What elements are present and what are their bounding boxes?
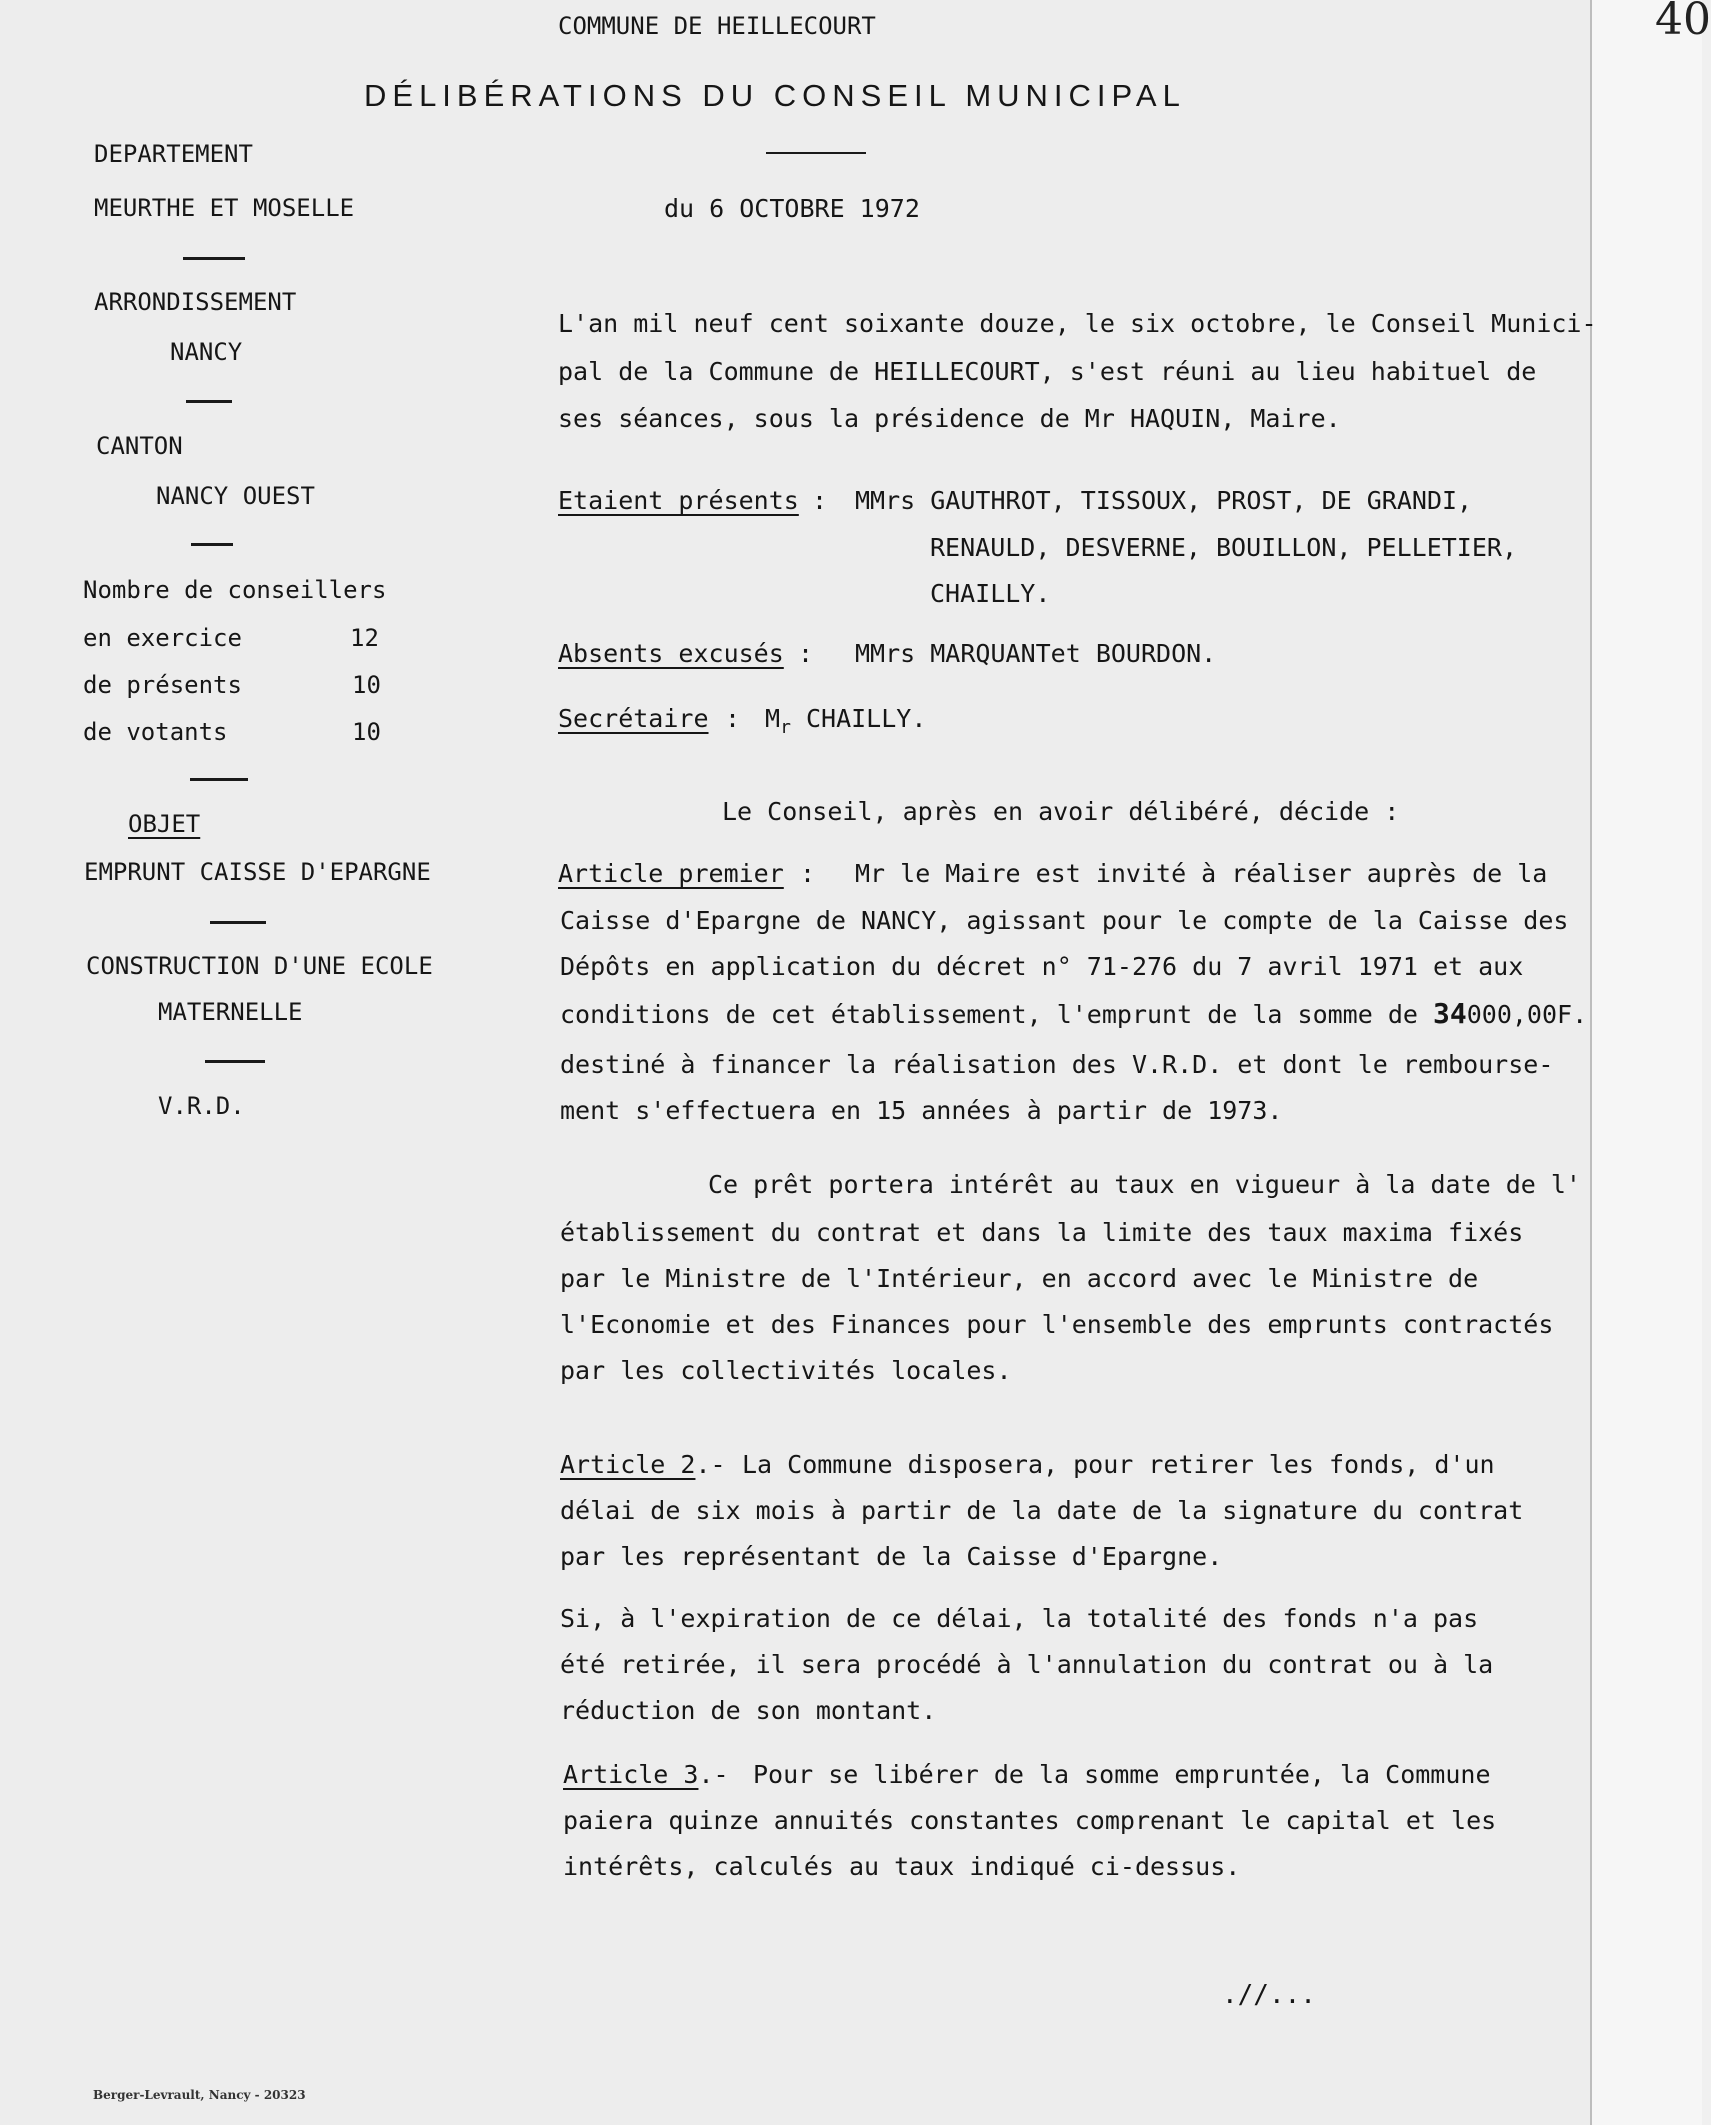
objet-line-3: MATERNELLE (158, 998, 303, 1026)
sidebar-divider (190, 778, 248, 781)
commune-heading: COMMUNE DE HEILLECOURT (558, 12, 876, 40)
sidebar-divider (183, 257, 245, 260)
article1-line-1: Mr le Maire est invité à réaliser auprès de la (855, 859, 1548, 888)
sidebar-divider (186, 400, 232, 403)
absents-value: MMrs MARQUANTet BOURDON. (855, 639, 1217, 668)
article1-para2-line-5: par les collectivités locales. (560, 1356, 1012, 1385)
presents-label: de présents (83, 671, 242, 699)
arrondissement-label: ARRONDISSEMENT (94, 288, 297, 316)
intro-line-1: L'an mil neuf cent soixante douze, le six octobre, le Conseil Munici- (558, 309, 1597, 338)
article3-heading: Article 3.- (563, 1760, 729, 1789)
conseillers-label: Nombre de conseillers (83, 576, 387, 604)
article1-line-2: Caisse d'Epargne de NANCY, agissant pour le compte de la Caisse des (560, 906, 1569, 935)
absents-label: Absents excusés (558, 639, 784, 668)
objet-line-4: V.R.D. (158, 1092, 245, 1120)
handwritten-amount: 34 (1433, 997, 1467, 1030)
page-number: 40 (1655, 0, 1711, 45)
objet-label: OBJET (128, 810, 201, 838)
article2-para2-line-1: Si, à l'expiration de ce délai, la totalité des fonds n'a pas (560, 1604, 1479, 1633)
departement-value: MEURTHE ET MOSELLE (94, 194, 355, 222)
printer-footer: Berger-Levrault, Nancy - 20323 (93, 2088, 306, 2102)
article1-line-4: conditions de cet établissement, l'emprunt de la somme de 34000,00F. (560, 997, 1588, 1030)
article3-line-1: Pour se libérer de la somme empruntée, la Commune (753, 1760, 1491, 1789)
votants-value: 10 (352, 718, 381, 746)
votants-label: de votants (83, 718, 228, 746)
presents-label: Etaient présents (558, 486, 799, 515)
title-divider (766, 152, 866, 154)
canton-label: CANTON (96, 432, 183, 460)
page-edge (1590, 0, 1702, 2125)
article1-para2-line-4: l'Economie et des Finances pour l'ensemble des emprunts contractés (560, 1310, 1554, 1339)
presents-value: 10 (352, 671, 381, 699)
article1-para2-line-2: établissement du contrat et dans la limite des taux maxima fixés (560, 1218, 1524, 1247)
presents-line-2: RENAULD, DESVERNE, BOUILLON, PELLETIER, (930, 533, 1517, 562)
sidebar-divider (205, 1060, 265, 1063)
article2-para2-line-3: réduction de son montant. (560, 1696, 937, 1725)
article2-line-3: par les représentant de la Caisse d'Epargne. (560, 1542, 1223, 1571)
decision-intro: Le Conseil, après en avoir délibéré, décide : (722, 797, 1400, 826)
article3-line-2: paiera quinze annuités constantes comprenant le capital et les (563, 1806, 1497, 1835)
meeting-date: du 6 OCTOBRE 1972 (664, 194, 920, 223)
article1-para2-line-3: par le Ministre de l'Intérieur, en accord avec le Ministre de (560, 1264, 1479, 1293)
exercice-label: en exercice (83, 624, 242, 652)
secretaire-value: $M_r$ CHAILLY. (765, 704, 927, 738)
continuation-mark: .//... (1222, 1980, 1316, 2010)
absents-colon: : (798, 639, 814, 668)
article2-heading: Article 2.- (560, 1450, 726, 1479)
article2-line-1: La Commune disposera, pour retirer les fonds, d'un (742, 1450, 1495, 1479)
presents-line-1: MMrs GAUTHROT, TISSOUX, PROST, DE GRANDI, (855, 486, 1473, 515)
document-title: DÉLIBÉRATIONS DU CONSEIL MUNICIPAL (364, 78, 1186, 113)
sidebar-divider (191, 543, 233, 546)
secretaire-label: Secrétaire (558, 704, 709, 733)
article1-colon: : (800, 859, 816, 888)
article2-para2-line-2: été retirée, il sera procédé à l'annulation du contrat ou à la (560, 1650, 1494, 1679)
presents-colon: : (812, 486, 828, 515)
intro-line-3: ses séances, sous la présidence de Mr HAQUIN, Maire. (558, 404, 1341, 433)
intro-line-2: pal de la Commune de HEILLECOURT, s'est réuni au lieu habituel de (558, 357, 1537, 386)
canton-value: NANCY OUEST (156, 482, 315, 510)
article1-line-3: Dépôts en application du décret n° 71-276 du 7 avril 1971 et aux (560, 952, 1524, 981)
article2-line-2: délai de six mois à partir de la date de la signature du contrat (560, 1496, 1524, 1525)
secretaire-colon: : (725, 704, 741, 733)
article1-line-6: ment s'effectuera en 15 années à partir de 1973. (560, 1096, 1283, 1125)
departement-label: DEPARTEMENT (94, 140, 253, 168)
objet-line-2: CONSTRUCTION D'UNE ECOLE (86, 952, 433, 980)
presents-line-3: CHAILLY. (930, 579, 1051, 608)
article1-line-5: destiné à financer la réalisation des V.R.D. et dont le rembourse- (560, 1050, 1554, 1079)
arrondissement-value: NANCY (170, 338, 243, 366)
sidebar-divider (210, 921, 266, 924)
article3-line-3: intérêts, calculés au taux indiqué ci-dessus. (563, 1852, 1241, 1881)
article1-label: Article premier (558, 859, 784, 888)
objet-line-1: EMPRUNT CAISSE D'EPARGNE (84, 858, 431, 886)
exercice-value: 12 (350, 624, 379, 652)
article1-para2-line-1: Ce prêt portera intérêt au taux en vigueur à la date de l' (708, 1170, 1581, 1199)
